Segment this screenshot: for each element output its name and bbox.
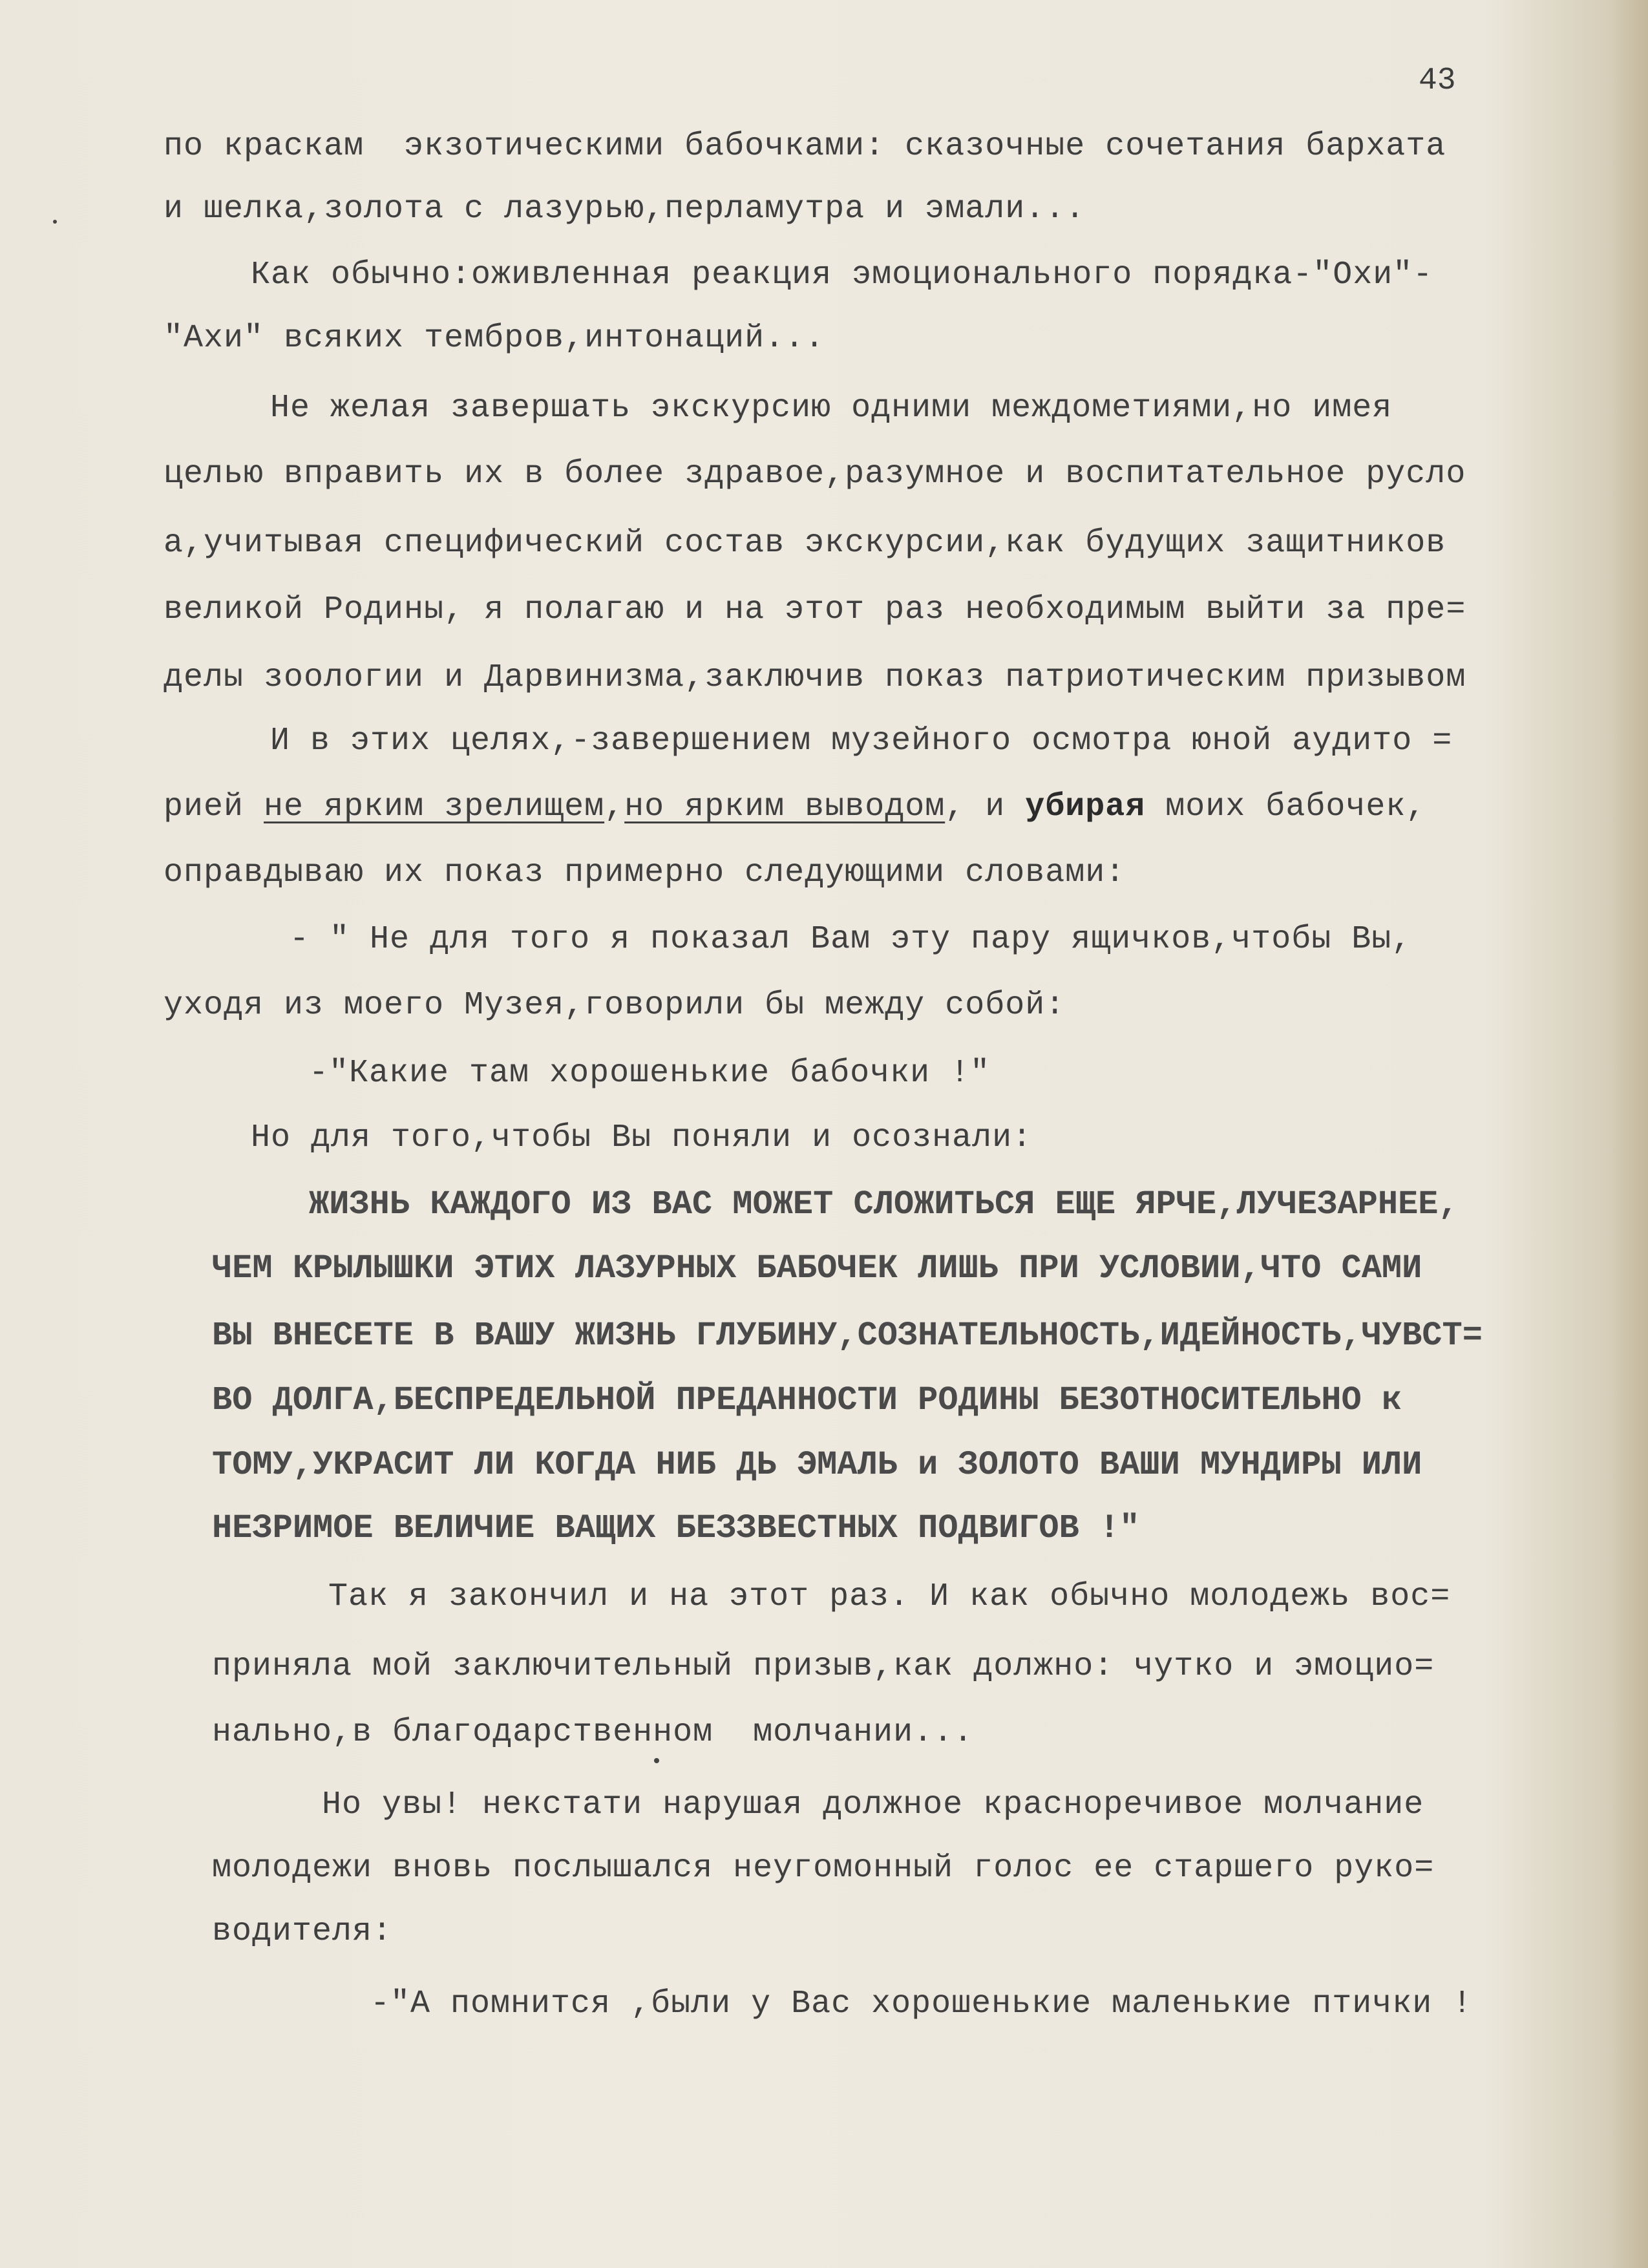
text-line: делы зоологии и Дарвинизма,заключив показ патриотическим призывом — [164, 659, 1466, 696]
text-line: Но увы! некстати нарушая должное красноречивое молчание — [322, 1786, 1424, 1823]
text-line: молодежи вновь послышался неугомонный голос ее старшего руко= — [212, 1850, 1435, 1887]
text-line: водителя: — [212, 1913, 393, 1950]
text-line-underlined — [164, 789, 1426, 825]
text-line: Так я закончил и на этот раз. И как обычно молодежь вос= — [328, 1578, 1451, 1615]
text-line: нально,в благодарственном молчании... — [212, 1714, 974, 1751]
text-segment: моих бабочек, — [1145, 789, 1426, 825]
page-number: 43 — [1419, 63, 1456, 98]
text-line: и шелка,золота с лазурью,перламутра и эмали... — [164, 191, 1086, 228]
text-line-caps: ВЫ ВНЕСЕТЕ В ВАШУ ЖИЗНЬ ГЛУБИНУ,СОЗНАТЕЛЬНОСТЬ,ИДЕЙНОСТЬ,ЧУВСТ= — [212, 1317, 1483, 1355]
text-line: Как обычно:оживленная реакция эмоционального порядка-"Охи"- — [251, 257, 1433, 293]
text-line: уходя из моего Музея,говорили бы между собой: — [164, 987, 1066, 1024]
text-line: а,учитывая специфический состав экскурсии,как будущих защитников — [164, 525, 1446, 562]
ink-dot — [654, 1758, 659, 1763]
text-segment: рией — [164, 789, 264, 825]
text-line: И в этих целях,-завершением музейного осмотра юной аудито = — [270, 723, 1453, 759]
text-line: Не желая завершать экскурсию одними междометиями,но имея — [270, 390, 1393, 427]
text-line: - " Не для того я показал Вам эту пару ящичков,чтобы Вы, — [290, 921, 1412, 958]
text-line: -"А помнится ,были у Вас хорошенькие маленькие птички ! — [370, 1986, 1473, 2022]
ink-speck — [53, 220, 57, 224]
text-line-caps: ТОМУ,УКРАСИТ ЛИ КОГДА НИБ ДЬ ЭМАЛЬ и ЗОЛОТО ВАШИ МУНДИРЫ ИЛИ — [212, 1446, 1422, 1484]
text-line: "Ахи" всяких тембров,интонаций... — [164, 320, 825, 357]
underlined-phrase: не ярким зрелищем — [264, 789, 605, 825]
text-line: -"Какие там хорошенькие бабочки !" — [309, 1055, 991, 1092]
text-line-caps: ЖИЗНЬ КАЖДОГО ИЗ ВАС МОЖЕТ СЛОЖИТЬСЯ ЕЩЕ ЯРЧЕ,ЛУЧЕЗАРНЕЕ, — [309, 1185, 1459, 1224]
text-line: приняла мой заключительный призыв,как должно: чутко и эмоцио= — [212, 1648, 1435, 1685]
text-line: целью вправить их в более здравое,разумное и воспитательное русло — [164, 456, 1466, 493]
text-line: великой Родины, я полагаю и на этот раз необходимым выйти за пре= — [164, 591, 1466, 628]
underlined-phrase: но ярким выводом — [624, 789, 945, 825]
text-segment: , — [604, 789, 625, 825]
text-line: Но для того,чтобы Вы поняли и осознали: — [251, 1119, 1033, 1156]
text-line: оправдываю их показ примерно следующими словами: — [164, 854, 1126, 891]
overtyped-word: убирая — [1025, 789, 1146, 825]
text-line-caps: НЕЗРИМОЕ ВЕЛИЧИЕ ВАЩИХ БЕЗЗВЕСТНЫХ ПОДВИГОВ !" — [212, 1509, 1140, 1547]
text-segment: , и — [945, 789, 1026, 825]
text-line: по краскам экзотическими бабочками: сказочные сочетания бархата — [164, 128, 1446, 165]
text-line-caps: ВО ДОЛГА,БЕСПРЕДЕЛЬНОЙ ПРЕДАННОСТИ РОДИНЫ БЕЗОТНОСИТЕЛЬНО к — [212, 1381, 1402, 1419]
text-line-caps: ЧЕМ КРЫЛЫШКИ ЭТИХ ЛАЗУРНЫХ БАБОЧЕК ЛИШЬ ПРИ УСЛОВИИ,ЧТО САМИ — [212, 1249, 1422, 1288]
paper-edge — [1609, 0, 1648, 2268]
